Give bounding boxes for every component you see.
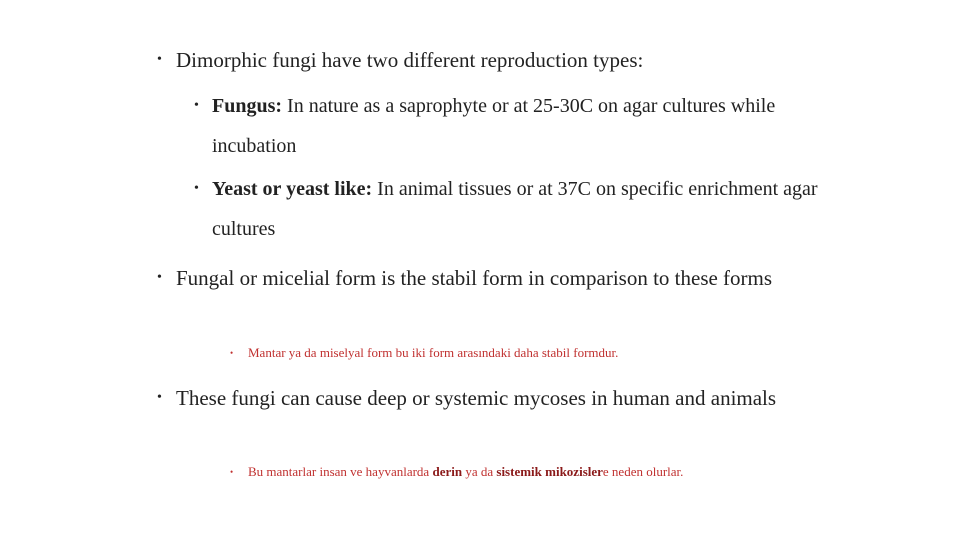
bullet-text [212,86,852,166]
translation-mycoses [230,462,848,482]
bullet-marker: • [194,98,199,113]
bullet-text: These fungi can cause deep or systemic mycoses in human and animals [176,386,777,410]
translation-text: Mantar ya da miselyal form bu iki form arasındaki daha stabil formdur. [248,345,619,360]
term-description: In nature as a saprophyte or at 25-30C on agar cultures while incubation [212,95,776,157]
emphasis-sistemik-mikozisler: sistemik mikozisler [496,464,603,479]
bullet-reproduction-types [157,40,876,80]
translation-stabil-form [230,343,848,363]
bullet-text: Fungal or micelial form is the stabil form in comparison to these forms [176,266,773,290]
bullet-marker: • [157,52,162,67]
sub-bullet-yeast [194,169,852,249]
bullet-text [212,169,852,249]
bullet-marker: • [194,181,199,196]
term-label: Fungus: [212,95,283,117]
emphasis-derin: derin [432,464,463,479]
translation-part: ya da [462,464,497,479]
bullet-marker: • [230,348,234,358]
term-label: Yeast or yeast like: [212,178,373,200]
bullet-marker: • [157,390,162,405]
translation-part: e neden olurlar. [602,464,684,479]
term-description: In animal tissues or at 37C on specific enrichment agar cultures [212,178,818,240]
bullet-marker: • [230,467,234,477]
bullet-mycoses [157,378,876,418]
translation-part: Bu mantarlar insan ve hayvanlarda [248,464,433,479]
bullet-stabil-form [157,258,876,298]
sub-bullet-fungus [194,86,852,166]
bullet-text: Dimorphic fungi have two different reproduction types: [176,48,644,72]
translation-text [248,462,848,482]
bullet-marker: • [157,270,162,285]
